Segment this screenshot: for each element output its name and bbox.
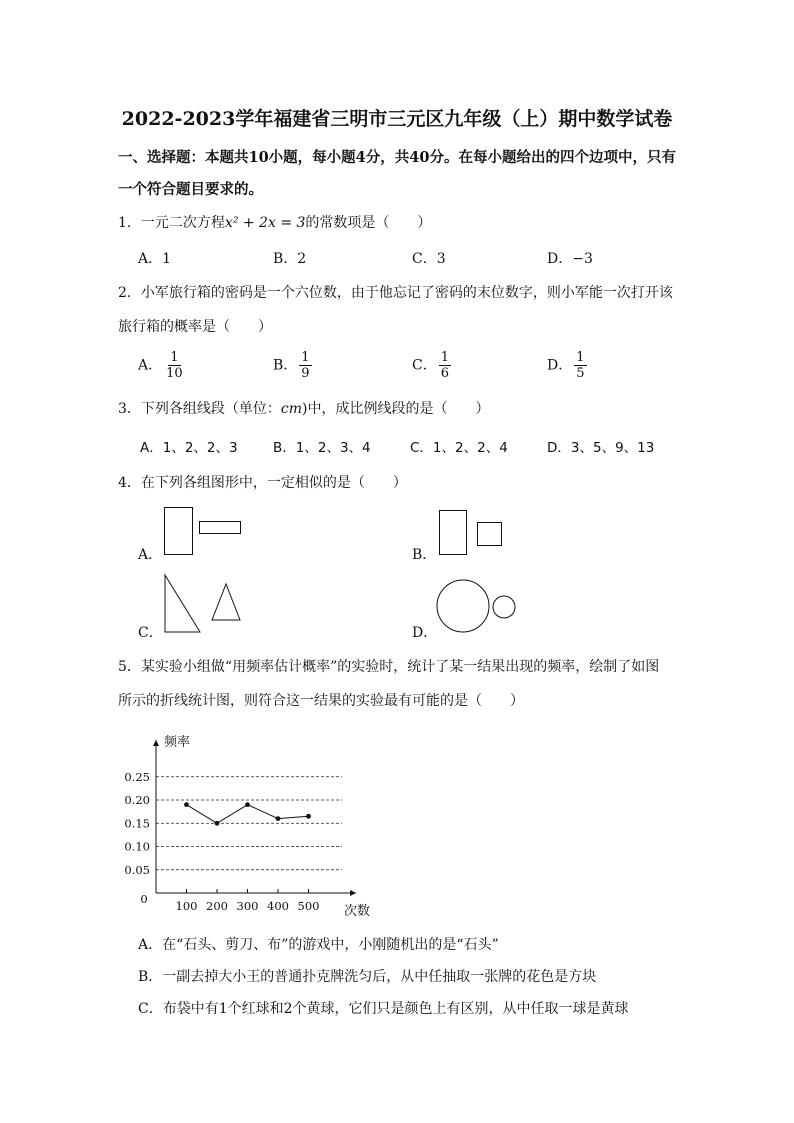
y-axis-title: 频率 bbox=[164, 735, 191, 750]
y-tick-label: 0.05 bbox=[124, 862, 150, 877]
q2-option-a bbox=[138, 350, 185, 381]
x-axis-title: 次数 bbox=[344, 904, 371, 919]
square-shape bbox=[477, 522, 502, 546]
x-tick-label: 300 bbox=[236, 899, 259, 913]
q4-option-b-label: B． bbox=[412, 547, 437, 563]
section-heading-line1: 一、选择题：本题共10小题，每小题4分，共40分。在每小题给出的四个边项中，只有 bbox=[118, 149, 676, 166]
q2-option-c bbox=[412, 350, 451, 381]
gridlines bbox=[156, 777, 342, 870]
q2-option-a-label: A． bbox=[138, 357, 163, 374]
small-circle-shape bbox=[493, 596, 515, 618]
q2-option-b bbox=[273, 350, 312, 381]
large-circle-shape bbox=[437, 580, 489, 632]
y-tick-label: 0.25 bbox=[124, 769, 150, 784]
x-tick-label: 100 bbox=[175, 899, 198, 913]
q2-option-d bbox=[547, 350, 587, 381]
q5-option-b: B．一副去掉大小王的普通扑克牌洗匀后，从中任抽取一张牌的花色是方块 bbox=[138, 969, 597, 985]
origin-label: 0 bbox=[140, 892, 148, 906]
question-1 bbox=[118, 212, 431, 232]
q4-option-c-label: C． bbox=[138, 625, 163, 641]
page-title: 2022-2023学年福建省三明市三元区九年级（上）期中数学试卷 bbox=[121, 108, 673, 130]
fraction-denominator: 5 bbox=[576, 366, 585, 381]
fraction-denominator: 6 bbox=[440, 366, 449, 381]
q4-option-a-label: A． bbox=[138, 547, 163, 563]
q2-option-a-fraction bbox=[164, 350, 185, 381]
x-tick-label: 200 bbox=[206, 899, 228, 913]
tall-rectangle-shape bbox=[164, 507, 193, 555]
data-point bbox=[306, 814, 311, 819]
question-1-suffix: 的常数项是（ ） bbox=[305, 215, 432, 231]
y-tick-label: 0.10 bbox=[124, 839, 150, 854]
fraction-numerator: 1 bbox=[440, 350, 449, 365]
fraction-numerator: 1 bbox=[170, 350, 179, 365]
q2-option-c-label: C． bbox=[412, 357, 437, 374]
question-3-unit: cm bbox=[280, 401, 303, 417]
q1-option-b: B．2 bbox=[273, 251, 307, 267]
question-3-suffix: )中，成比例线段的是（ ） bbox=[302, 401, 490, 417]
wide-rectangle-shape bbox=[199, 521, 241, 534]
q1-option-c: C．3 bbox=[412, 251, 446, 267]
question-2-line2: 旅行箱的概率是（ ） bbox=[118, 319, 272, 335]
question-3-prefix: 3．下列各组线段（单位： bbox=[118, 401, 281, 417]
data-point bbox=[215, 821, 220, 826]
question-4: 4．在下列各组图形中，一定相似的是（ ） bbox=[118, 475, 407, 491]
fraction-denominator: 9 bbox=[301, 366, 310, 381]
x-tick-label: 500 bbox=[297, 899, 320, 913]
data-point bbox=[184, 802, 189, 807]
q1-option-a: A．1 bbox=[138, 251, 172, 267]
q2-option-d-label: D． bbox=[547, 357, 573, 374]
section-heading-line2: 一个符合题目要求的。 bbox=[118, 181, 263, 198]
question-2-line1: 2．小军旅行箱的密码是一个六位数，由于他忘记了密码的末位数字，则小军能一次打开该 bbox=[118, 285, 673, 301]
x-tick-label: 400 bbox=[267, 899, 289, 913]
y-tick-label: 0.15 bbox=[124, 816, 150, 831]
q1-option-d: D．−3 bbox=[547, 251, 593, 267]
question-1-prefix: 1．一元二次方程 bbox=[118, 215, 225, 231]
isosceles-triangle-shape bbox=[212, 584, 240, 620]
question-3 bbox=[118, 398, 490, 418]
triangles-figure bbox=[160, 572, 250, 636]
q2-option-c-fraction bbox=[439, 350, 451, 381]
axes bbox=[153, 740, 356, 896]
q5-option-c: C．布袋中有1个红球和2个黄球，它们只是颜色上有区别，从中任取一球是黄球 bbox=[138, 1001, 629, 1017]
q3-option-c: C．1、2、2、4 bbox=[410, 440, 508, 456]
q3-option-a: A．1、2、2、3 bbox=[140, 440, 238, 456]
q3-option-d: D．3、5、9、13 bbox=[547, 440, 655, 456]
fraction-numerator: 1 bbox=[576, 350, 585, 365]
circles-figure bbox=[434, 578, 524, 638]
series-polyline bbox=[187, 805, 309, 824]
question-5-line1: 5．某实验小组做“用频率估计概率”的实验时，统计了某一结果出现的频率，绘制了如图 bbox=[118, 659, 660, 675]
fraction-denominator: 10 bbox=[166, 366, 183, 381]
data-point bbox=[276, 816, 281, 821]
q2-option-d-fraction bbox=[574, 350, 586, 381]
question-1-equation: x² + 2x = 3 bbox=[224, 215, 306, 231]
data-point bbox=[245, 802, 250, 807]
series-line bbox=[184, 802, 311, 825]
frequency-line-chart bbox=[112, 728, 392, 920]
right-triangle-shape bbox=[165, 575, 200, 632]
y-tick-label: 0.20 bbox=[124, 793, 150, 807]
x-axis-arrow bbox=[350, 890, 356, 896]
y-axis-arrow bbox=[153, 740, 159, 746]
q2-option-b-fraction bbox=[299, 350, 311, 381]
q3-option-b: B．1、2、3、4 bbox=[273, 440, 371, 456]
q5-option-a: A．在“石头、剪刀、布”的游戏中，小刚随机出的是“石头” bbox=[138, 937, 499, 953]
question-5-line2: 所示的折线统计图，则符合这一结果的实验最有可能的是（ ） bbox=[118, 693, 524, 709]
fraction-numerator: 1 bbox=[301, 350, 310, 365]
q4-option-d-label: D． bbox=[412, 625, 438, 641]
tall-rectangle-shape bbox=[439, 510, 467, 555]
q2-option-b-label: B． bbox=[273, 357, 298, 374]
